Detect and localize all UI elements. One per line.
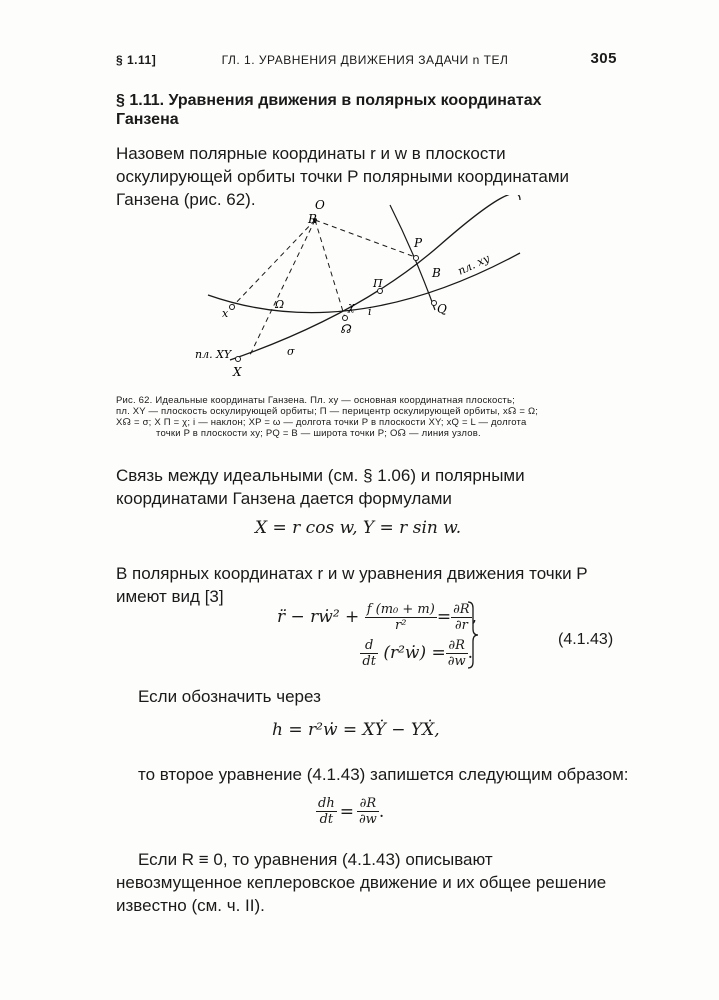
caption-line: Рис. 62. Идеальные координаты Ганзена. Пл. xy — основная координатная плоскость; [116,395,515,406]
paragraph-intro-text: Назовем полярные координаты r и w в плоскости оскулирующей орбиты точки P полярными координатами Ганзена (рис. 62). [116,144,570,209]
caption-line: пл. XY — плоскость оскулирующей орбиты; П — перицентр оскулирующей орбиты, x☊ = Ω; [116,406,539,417]
point-x [230,305,235,310]
label-R: R [308,212,318,226]
figure-hansen-coordinates [190,195,530,385]
header-section-ref: § 1.11] [116,53,157,67]
label-Q: Q [437,302,447,316]
equation-system: r̈ − rẇ² + $\frac{\text{f (m₀ + m)}}{\text{r²}}$ = $\frac{\partial R}{\partial r}$ , $\frac{d}{dt}$ (r²ẇ) = $\frac{\partial R}{\partial w}$ . [276,601,477,669]
eq2-rhs-num: ∂R [446,638,468,654]
label-plane-XY: пл. XY [195,348,232,361]
paragraph-relation: Связь между идеальными (см. § 1.06) и полярными координатами Ганзена дается формулами [116,466,525,508]
eq1-fraction [365,602,437,633]
eq1-rhs-den: ∂r [454,617,468,633]
f3-lhs-num: dh [318,796,335,811]
label-sigma: σ [287,345,295,358]
f3-rhs-den: ∂w [358,812,377,827]
label-node: ☊ [340,322,351,336]
page-number: 305 [590,50,617,67]
formula-h: h = r²ẇ = XẎ − YẊ, [272,720,440,740]
caption-line: точки P в плоскости xy; PQ = B — широта точки P; O☊ — линия узлов. [156,428,481,439]
paragraph-equations-intro: В полярных координатах r и w уравнения движения точки P имеют вид [3] [116,564,588,606]
f3-rhs [357,796,379,827]
label-x-small: x [222,307,229,320]
f3-rhs-num: ∂R [357,796,379,812]
right-brace [466,600,480,670]
point-P [414,256,419,261]
paragraph-kepler: Если R ≡ 0, то уравнения (4.1.43) описывают невозмущенное кеплеровское движение и их общее решение известно (см. ч. II). [116,850,607,915]
point-X [236,357,241,362]
dashed-R-to-x [232,220,315,307]
caption-line: X☊ = σ; X П = χ; i — наклон; XP = ω — долгота точки P в плоскости XY; xQ = L — долгота [116,417,527,428]
label-Omega: Ω [275,298,285,311]
eq2-dt: dt [362,653,376,669]
figure-caption [116,395,616,439]
running-head: ГЛ. 1. УРАВНЕНИЯ ДВИЖЕНИЯ ЗАДАЧИ n ТЕЛ [221,53,509,67]
point-Q [432,301,437,306]
eq2-left: (r²ẇ) = [383,643,446,663]
label-B: B [432,266,441,280]
paragraph-second-eq: то второе уравнение (4.1.43) запишется следующим образом: [138,765,629,784]
label-X: X [233,365,242,379]
eq1-rhs-num: ∂R [453,601,470,617]
dashed-R-to-X [250,220,315,355]
eq1-frac-num: f (m₀ + m) [366,601,435,617]
label-plane-xy: пл. xy [455,251,492,278]
label-i: i [368,305,372,318]
f3-lhs-den: dt [319,812,334,827]
eq2-d-dt [360,638,378,669]
label-Pi: П [373,277,383,290]
equation-number: (4.1.43) [558,631,614,648]
eq1-equals: = [436,607,452,627]
eq2-d: d [360,638,378,654]
eq1-frac-den: r² [395,617,407,633]
label-P: P [414,236,423,250]
point-node [343,316,348,321]
eq2-rhs [446,638,468,669]
label-O: O [315,198,325,212]
f3-equals: = [339,801,354,822]
dashed-R-to-node [315,220,345,318]
label-chi: χ [348,300,355,313]
formula-dh-dt: $\frac{dh}{dt}$ = $\frac{\partial R}{\partial w}$ . [318,796,385,827]
meridian-PQ [390,205,435,310]
eq2-rhs-den: ∂w [447,653,466,669]
paragraph-denote: Если обозначить через [138,687,321,706]
formula-ideal-polar: X = r cos w, Y = r sin w. [255,518,462,538]
section-title: § 1.11. Уравнения движения в полярных координатах Ганзена [116,92,542,128]
f3-lhs [316,796,337,827]
eq1-left: r̈ − rẇ² + [276,607,360,627]
